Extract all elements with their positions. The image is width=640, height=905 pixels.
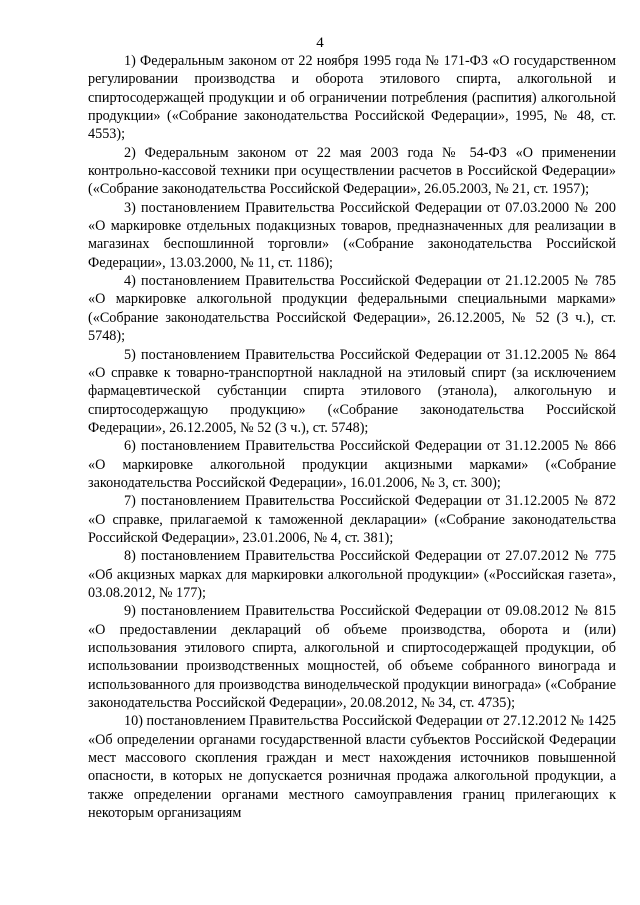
list-item: 7) постановлением Правительства Российской Федерации от 31.12.2005 № 872 «О справке, прилагаемой к таможенной декларации» («Собрание законодательства Российской Федерации», 23.01.2006, № 4, ст. 381); xyxy=(88,493,616,546)
list-item: 9) постановлением Правительства Российской Федерации от 09.08.2012 № 815 «О предоставлении деклараций об объеме производства, оборота и (или) использования этилового спирта, алкогольной и спиртосодержащей продукции, об использовании производственных мощностей, об объеме собранного винограда и использованного для производства винодельческой продукции винограда» («Собрание законодательства Российской Федерации», 20.08.2012, № 34, ст. 4735); xyxy=(88,603,616,712)
list-item: 6) постановлением Правительства Российской Федерации от 31.12.2005 № 866 «О маркировке алкогольной продукции акцизными марками» («Собрание законодательства Российской Федерации», 16.01.2006, № 3, ст. 300); xyxy=(88,438,616,491)
legal-acts-list xyxy=(88,52,616,822)
list-item: 2) Федеральным законом от 22 мая 2003 года № 54-ФЗ «О применении контрольно-кассовой техники при осуществлении расчетов в Российской Федерации» («Собрание законодательства Российской Федерации», 26.05.2003, № 21, ст. 1957); xyxy=(88,144,616,198)
list-item: 5) постановлением Правительства Российской Федерации от 31.12.2005 № 864 «О справке к товарно-транспортной накладной на этиловый спирт (за исключением фармацевтической субстанции спирта этилового (этанола), алкогольную и спиртосодержащую продукцию» («Собрание законодательства Российской Федерации», 26.12.2005, № 52 (3 ч.), ст. 5748); xyxy=(88,346,616,436)
list-item: 8) постановлением Правительства Российской Федерации от 27.07.2012 № 775 «Об акцизных марках для маркировки алкогольной продукции» («Российская газета», 03.08.2012, № 177); xyxy=(88,548,616,601)
list-item: 1) Федеральным законом от 22 ноября 1995 года № 171-ФЗ «О государственном регулировании производства и оборота этилового спирта, алкогольной и спиртосодержащей продукции и об ограничении потребления (распития) алкогольной продукции» («Собрание законодательства Российской Федерации», 1995, № 48, ст. 4553); xyxy=(88,53,616,143)
page-number: 4 xyxy=(316,35,324,51)
list-item: 4) постановлением Правительства Российской Федерации от 21.12.2005 № 785 «О маркировке алкогольной продукции федеральными специальными марками» («Собрание законодательства Российской Федерации», 26.12.2005, № 52 (3 ч.), ст. 5748); xyxy=(88,273,616,345)
list-item: 3) постановлением Правительства Российской Федерации от 07.03.2000 № 200 «О маркировке отдельных подакцизных товаров, предназначенных для реализации в магазинах беспошлинной торговли» («Собрание законодательства Российской Федерации», 13.03.2000, № 11, ст. 1186); xyxy=(88,199,616,271)
list-item: 10) постановлением Правительства Российской Федерации от 27.12.2012 № 1425 «Об определении органами государственной власти субъектов Российской Федерации мест массового скопления граждан и мест нахождения источников повышенной опасности, в которых не допускается розничная продажа алкогольной продукции, а также определении органами местного самоуправления границ прилегающих к некоторым организациям xyxy=(88,713,616,822)
